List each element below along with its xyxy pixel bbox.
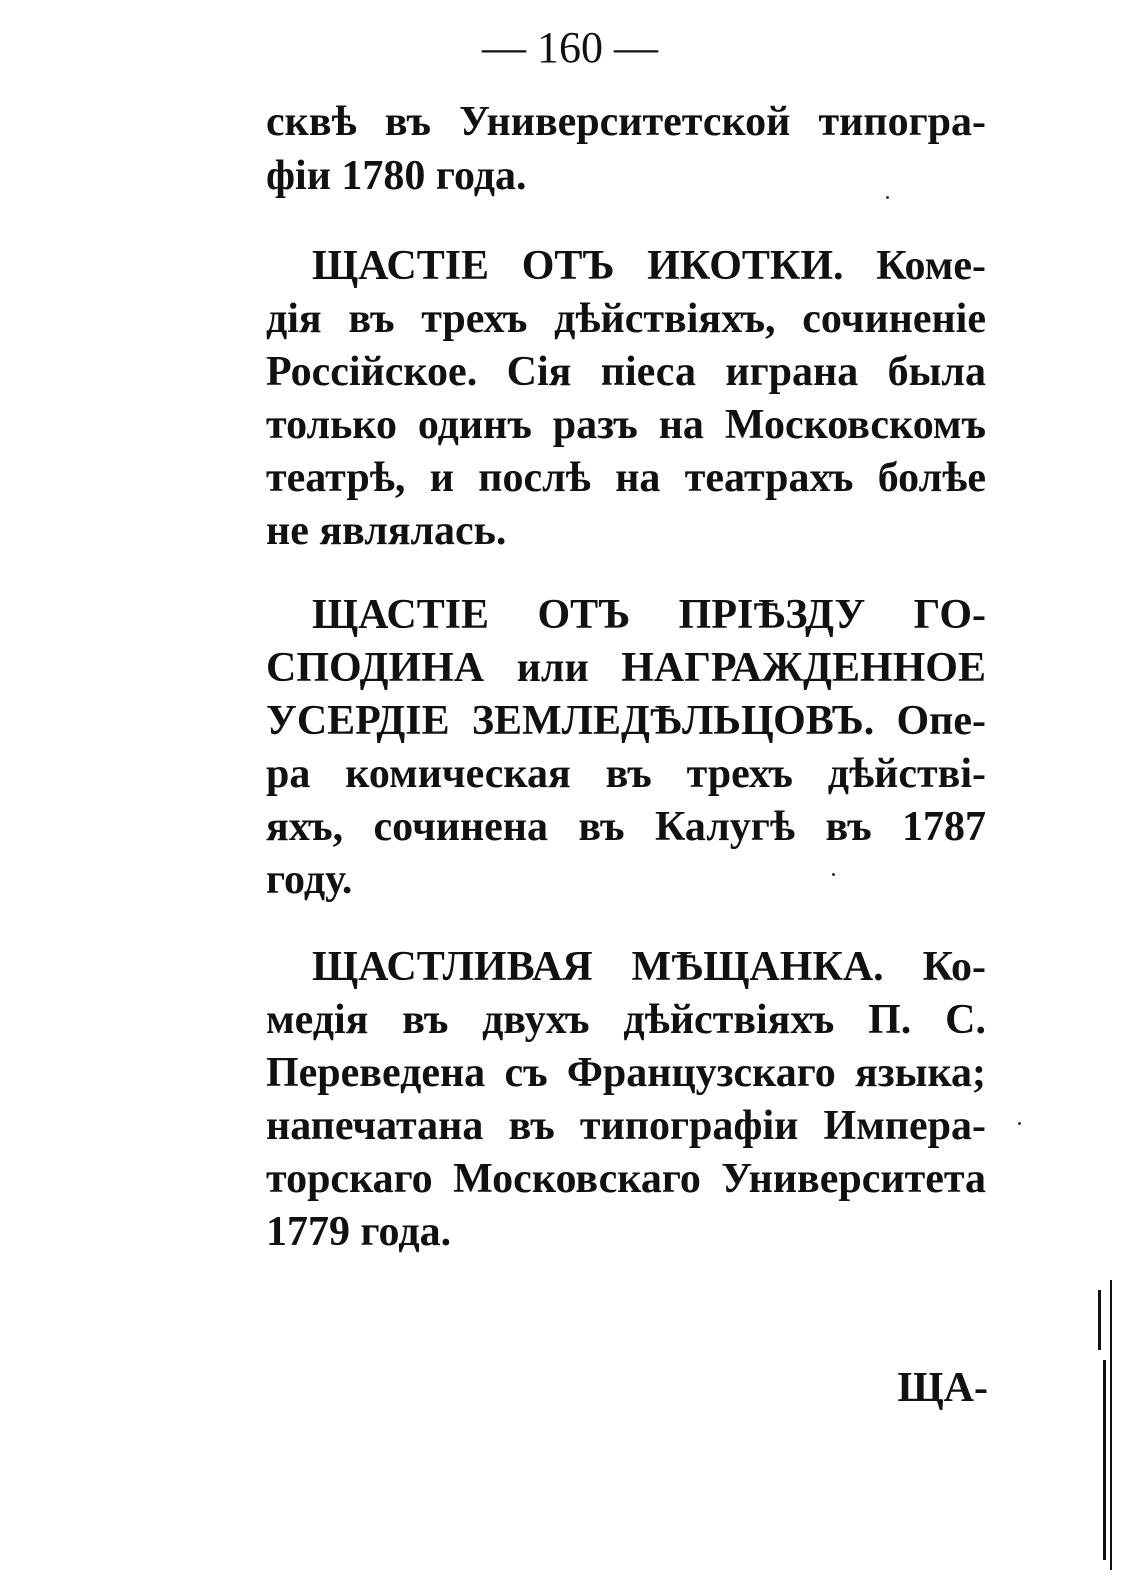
scan-speck [832,873,835,876]
entry-heading-line: ЩАСТЛИВАЯ МѢЩАНКА. Ко- [312,944,986,990]
entry-heading-line: ЩАСТІЕ ОТЪ ПРІѢЗДУ ГО- [312,592,986,638]
scan-speck [1018,1122,1021,1125]
text-line: дія въ трехъ дѣйствіяхъ, сочиненіе [266,296,986,342]
text-line: не являлась. [266,508,507,554]
text-line: фіи 1780 года. [266,153,527,199]
catchword: ЩА- [897,1365,988,1411]
entry-heading-line: ЩАСТІЕ ОТЪ ИКОТКИ. Коме- [312,243,986,289]
entry-heading-line: СПОДИНА или НАГРАЖДЕННОЕ [266,645,986,691]
text-line: Россійское. Сія піеса играна была [266,349,986,395]
text-line: сквѣ въ Университетской типогра- [266,99,986,145]
text-line: яхъ, сочинена въ Калугѣ въ 1787 [266,804,986,850]
text-line: торскаго Московскаго Университета [266,1156,986,1202]
text-line: 1779 года. [266,1209,452,1255]
text-line: напечатана въ типографіи Импера- [266,1103,986,1149]
scan-speck [886,196,889,199]
text-line: Переведена съ Французскаго языка; [266,1050,986,1096]
scan-edge-mark [1110,1280,1112,1570]
page-number: — 160 — [482,23,658,72]
text-line: ра комическая въ трехъ дѣйстві- [266,751,986,797]
text-line: театрѣ, и послѣ на театрахъ болѣе [266,455,986,501]
entry-heading-line: УСЕРДІЕ ЗЕМЛЕДѢЛЬЦОВЪ. Опе- [266,698,986,744]
scan-edge-mark [1098,1290,1101,1350]
text-line: медія въ двухъ дѣйствіяхъ П. С. [266,997,986,1043]
text-line: только одинъ разъ на Московскомъ [266,402,986,448]
text-line: году. [266,857,353,903]
scan-edge-mark [1103,1360,1106,1560]
